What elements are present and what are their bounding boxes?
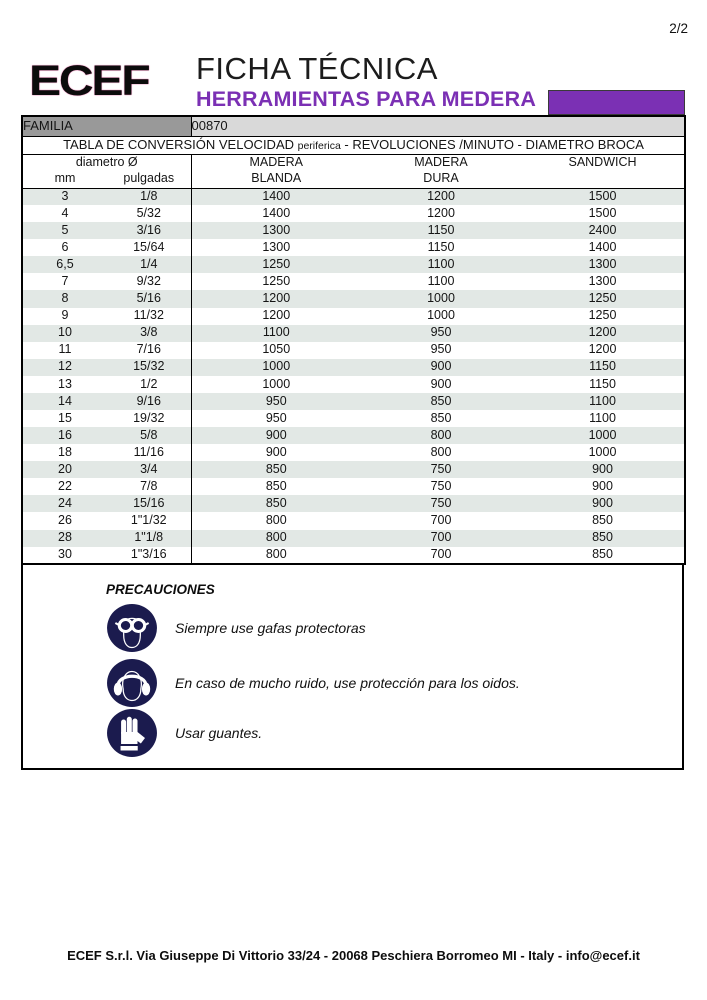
table-title-rest: - REVOLUCIONES /MINUTO - DIAMETRO BROCA <box>340 136 644 152</box>
table-cell: 1400 <box>588 239 617 254</box>
table-row <box>22 444 685 461</box>
table-cell: 800 <box>430 444 452 459</box>
table-cell: 24 <box>22 495 107 512</box>
table-cell: 1000 <box>191 359 361 376</box>
table-cell: 750 <box>361 461 521 478</box>
table-cell: 1150 <box>589 376 616 391</box>
table-cell: 1100 <box>427 274 455 289</box>
table-cell: 1"3/16 <box>107 547 191 564</box>
table-cell: 900 <box>361 359 521 376</box>
col-header-madera-blanda: MADERA <box>249 154 303 169</box>
table-cell: 1000 <box>588 444 617 459</box>
table-cell: 7 <box>61 274 69 289</box>
table-cell: 1500 <box>588 205 617 220</box>
table-cell: 1150 <box>521 359 685 376</box>
table-cell: 850 <box>191 495 361 512</box>
table-cell: 1200 <box>361 188 521 205</box>
table-cell: 900 <box>521 461 685 478</box>
table-cell: 850 <box>191 461 361 478</box>
footer-text: ECEF S.r.l. Via Giuseppe Di Vittorio 33/24 - 20068 Peschiera Borromeo MI - Italy - info@ecef.it <box>67 948 640 963</box>
table-cell: 850 <box>592 513 613 528</box>
col-header-sandwich-blank <box>521 171 685 188</box>
table-row <box>22 376 685 393</box>
ecef-logo: ECEF <box>29 57 149 105</box>
table-cell: 900 <box>265 444 287 459</box>
table-cell: 850 <box>361 393 521 410</box>
table-cell: 19/32 <box>107 410 191 427</box>
page-number: 2/2 <box>669 21 688 36</box>
table-cell: 1/2 <box>107 376 191 393</box>
table-cell: 3 <box>22 188 107 205</box>
table-cell: 14 <box>22 393 107 410</box>
table-cell: 1200 <box>262 308 291 323</box>
doc-subtitle: HERRAMIENTAS PARA MEDERA <box>196 87 537 111</box>
table-row <box>22 222 685 239</box>
table-row <box>22 342 685 359</box>
table-cell: 11/16 <box>107 444 191 461</box>
table-cell: 900 <box>191 427 361 444</box>
precaution-item <box>106 658 520 708</box>
table-cell: 9/16 <box>107 393 191 410</box>
table-row <box>22 547 685 564</box>
table-cell: 700 <box>361 530 521 547</box>
table-title-main: TABLA DE CONVERSIÓN VELOCIDAD <box>63 136 298 152</box>
table-cell: 1"1/32 <box>107 512 191 529</box>
table-cell: 16 <box>22 427 107 444</box>
table-cell: 15 <box>58 410 72 425</box>
table-cell: 950 <box>361 325 521 342</box>
table-cell: 850 <box>430 410 452 425</box>
table-row <box>22 410 685 427</box>
table-cell: 10 <box>22 325 107 342</box>
table-row <box>22 256 685 273</box>
table-cell: 7/16 <box>107 342 191 359</box>
col-header-mm: mm <box>22 171 107 188</box>
table-cell: 1/8 <box>107 188 191 205</box>
precaution-text: Siempre use gafas protectoras <box>175 620 366 636</box>
table-cell: 3/4 <box>107 461 191 478</box>
table-body <box>22 188 685 564</box>
safety-goggles-icon <box>106 603 158 653</box>
col-header-diameter: diametro Ø <box>22 154 191 171</box>
table-row <box>22 512 685 529</box>
table-cell: 700 <box>430 546 452 561</box>
table-cell: 1400 <box>191 188 361 205</box>
table-row <box>22 188 685 205</box>
col-header-pulgadas: pulgadas <box>107 171 191 188</box>
table-cell: 9 <box>61 308 69 323</box>
gloves-icon <box>106 708 158 758</box>
table-cell: 3/8 <box>107 325 191 342</box>
table-cell: 15/32 <box>107 359 191 376</box>
table-cell: 11 <box>58 342 72 357</box>
table-cell: 1250 <box>191 256 361 273</box>
table-row <box>22 495 685 512</box>
table-cell: 15/16 <box>107 495 191 512</box>
table-cell: 1300 <box>521 256 685 273</box>
table-cell: 1"1/8 <box>107 530 191 547</box>
table-cell: 1100 <box>521 393 685 410</box>
col-header-madera-dura: MADERA <box>414 154 468 169</box>
conversion-table <box>21 115 686 565</box>
table-cell: 700 <box>430 513 452 528</box>
table-cell: 800 <box>265 513 287 528</box>
table-cell: 3/16 <box>107 222 191 239</box>
familia-row <box>22 116 685 136</box>
table-row <box>22 273 685 290</box>
table-row <box>22 461 685 478</box>
table-cell: 18 <box>58 444 72 459</box>
table-cell: 11/32 <box>107 308 191 325</box>
table-row <box>22 290 685 307</box>
precautions-box <box>21 565 684 770</box>
table-cell: 1200 <box>521 325 685 342</box>
table-cell: 7/8 <box>107 478 191 495</box>
table-cell: 26 <box>58 513 72 528</box>
table-cell: 850 <box>592 546 613 561</box>
table-cell: 1300 <box>262 239 291 254</box>
table-cell: 750 <box>430 478 452 493</box>
table-cell: 1400 <box>262 205 291 220</box>
table-cell: 1150 <box>361 222 521 239</box>
table-row <box>22 427 685 444</box>
table-cell: 12 <box>22 359 107 376</box>
col-header-dura: DURA <box>361 171 521 188</box>
table-cell: 28 <box>22 530 107 547</box>
table-cell: 1200 <box>427 205 455 220</box>
table-row <box>22 308 685 325</box>
table-cell: 950 <box>265 410 287 425</box>
table-cell: 1300 <box>588 274 617 289</box>
precaution-text: Usar guantes. <box>175 725 263 741</box>
familia-value: 00870 <box>191 116 685 136</box>
table-row <box>22 530 685 547</box>
familia-label: FAMILIA <box>22 116 191 136</box>
table-cell: 1000 <box>521 427 685 444</box>
table-row <box>22 205 685 222</box>
table-cell: 9/32 <box>107 273 191 290</box>
table-row <box>22 393 685 410</box>
table-cell: 1100 <box>191 325 361 342</box>
table-cell: 1250 <box>588 308 617 323</box>
purple-accent-bar <box>548 90 685 115</box>
table-cell: 1000 <box>361 290 521 307</box>
table-cell: 4 <box>61 205 69 220</box>
table-cell: 1150 <box>427 239 455 254</box>
precautions-title: PRECAUCIONES <box>106 582 215 597</box>
table-cell: 1200 <box>191 290 361 307</box>
table-cell: 1000 <box>262 376 291 391</box>
table-cell: 22 <box>58 478 72 493</box>
table-row <box>22 478 685 495</box>
table-cell: 950 <box>191 393 361 410</box>
table-cell: 900 <box>430 376 452 391</box>
table-cell: 1050 <box>262 342 291 357</box>
precaution-text: En caso de mucho ruido, use protección para los oidos. <box>175 675 520 691</box>
table-row <box>22 359 685 376</box>
table-cell: 5/8 <box>107 427 191 444</box>
table-cell: 950 <box>430 342 452 357</box>
table-cell: 5/32 <box>107 205 191 222</box>
table-cell: 1/4 <box>107 256 191 273</box>
table-title-row <box>22 136 685 154</box>
table-row <box>22 325 685 342</box>
table-cell: 1500 <box>521 188 685 205</box>
table-title-small: periferica <box>297 139 341 152</box>
table-cell: 1100 <box>589 410 616 425</box>
table-cell: 750 <box>361 495 521 512</box>
table-cell: 900 <box>521 495 685 512</box>
table-cell: 800 <box>361 427 521 444</box>
precaution-item <box>106 603 366 653</box>
doc-title: FICHA TÉCNICA <box>196 51 438 86</box>
table-cell: 900 <box>592 478 613 493</box>
table-cell: 850 <box>521 530 685 547</box>
table-cell: 2400 <box>521 222 685 239</box>
table-cell: 1250 <box>262 274 291 289</box>
table-sub-header-row <box>22 171 685 188</box>
col-header-blanda: BLANDA <box>191 171 361 188</box>
table-cell: 800 <box>191 530 361 547</box>
precaution-item <box>106 708 262 758</box>
table-row <box>22 239 685 256</box>
table-cell: 1200 <box>588 342 617 357</box>
table-cell: 30 <box>58 546 72 561</box>
table-cell: 8 <box>22 290 107 307</box>
table-cell: 5 <box>22 222 107 239</box>
table-group-header-row <box>22 154 685 171</box>
table-cell: 13 <box>58 376 72 391</box>
table-cell: 5/16 <box>107 290 191 307</box>
table-cell: 1000 <box>427 308 455 323</box>
table-cell: 1100 <box>361 256 521 273</box>
table-cell: 15/64 <box>107 239 191 256</box>
table-cell: 20 <box>22 461 107 478</box>
col-header-sandwich: SANDWICH <box>568 154 637 169</box>
table-cell: 1300 <box>191 222 361 239</box>
table-cell: 6,5 <box>22 256 107 273</box>
table-cell: 6 <box>61 239 69 254</box>
table-cell: 800 <box>265 546 287 561</box>
ear-protection-icon <box>106 658 158 708</box>
table-cell: 850 <box>265 478 287 493</box>
table-title <box>22 136 685 154</box>
table-cell: 1250 <box>521 290 685 307</box>
